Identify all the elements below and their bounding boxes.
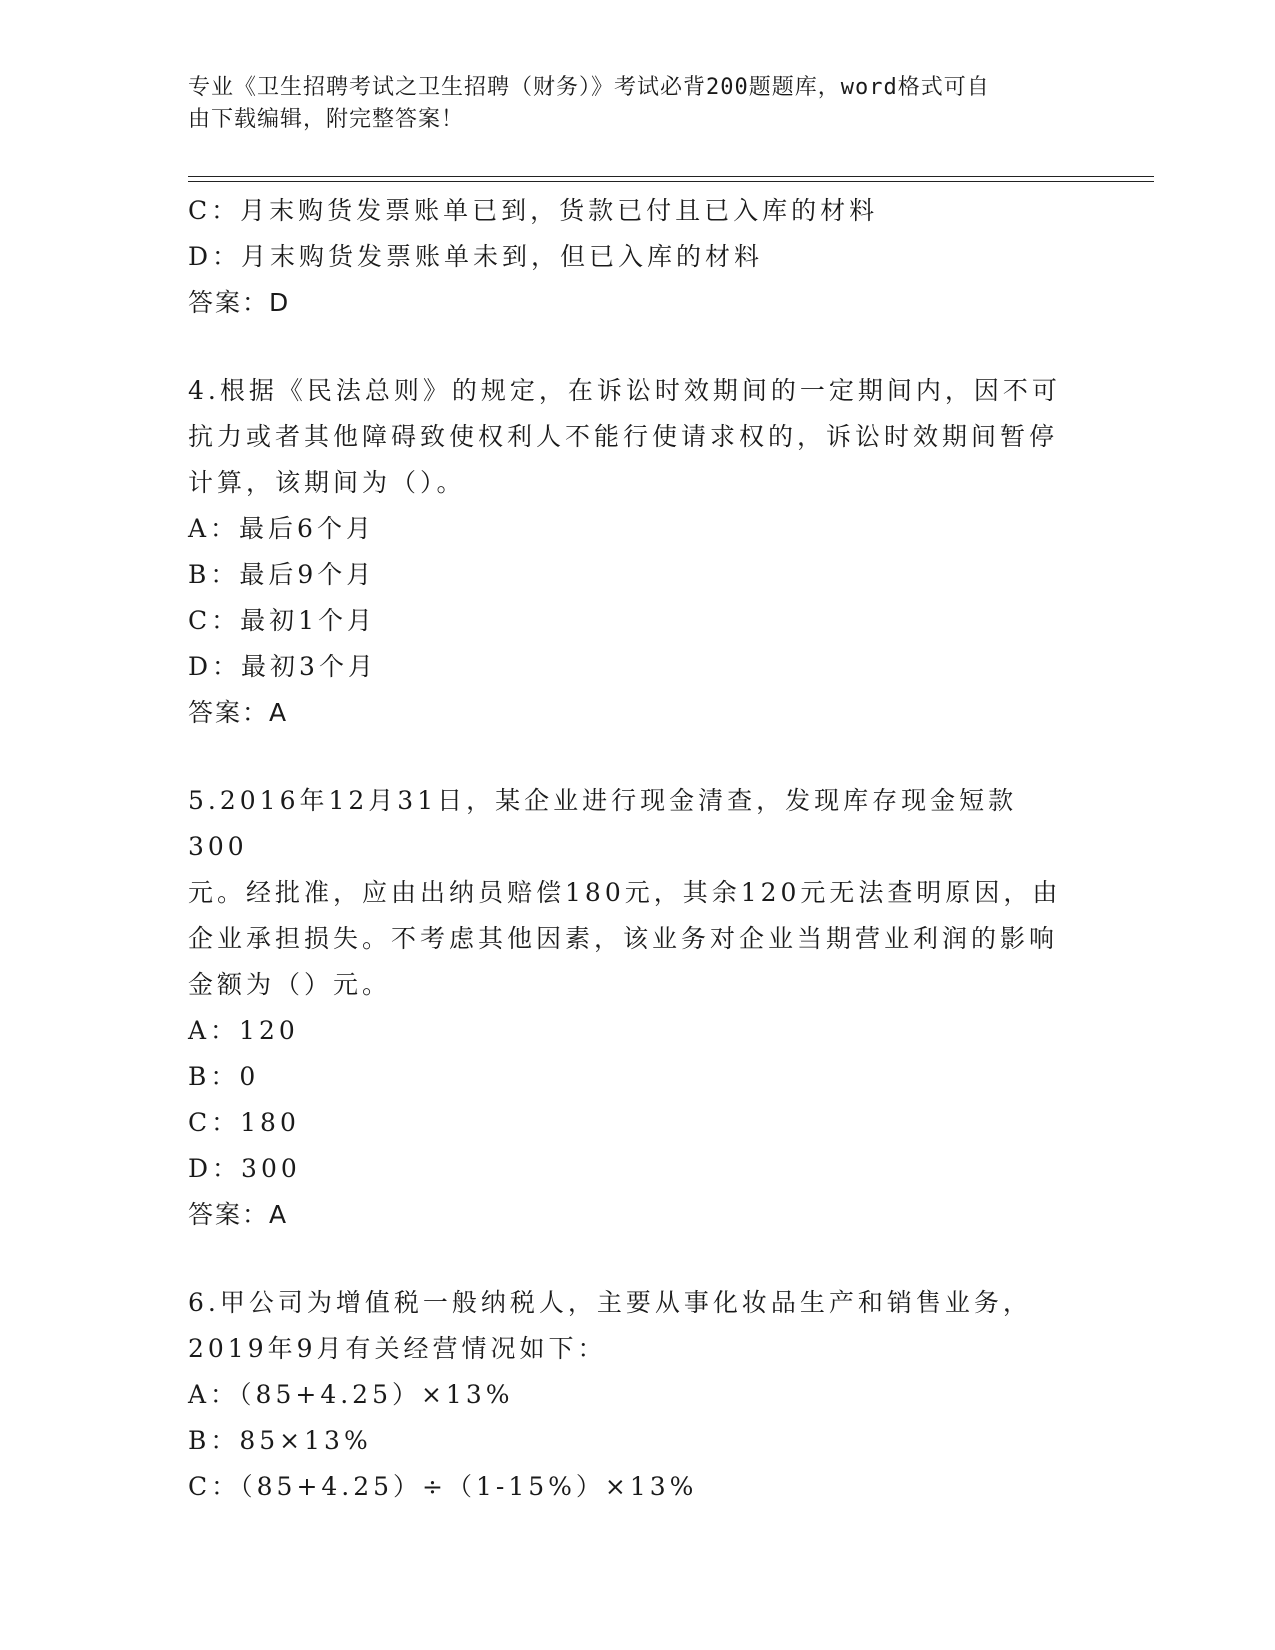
question-text-line: 金额为（）元。 [188, 970, 392, 999]
option-a: A：120 [188, 1016, 299, 1045]
question-text-line: 企业承担损失。不考虑其他因素，该业务对企业当期营业利润的影响 [188, 924, 1059, 953]
question-6 [188, 1280, 1068, 1510]
option-d: D：300 [188, 1154, 301, 1183]
option-c: C：最初1个月 [188, 606, 377, 635]
question-4 [188, 368, 1068, 736]
header-divider-bottom [188, 181, 1154, 182]
option-c: C：月末购货发票账单已到，货款已付且已入库的材料 [188, 196, 879, 225]
spacer [188, 1238, 1068, 1280]
answer-line: 答案：A [188, 1200, 289, 1229]
question-text-line: 6.甲公司为增值税一般纳税人，主要从事化妆品生产和销售业务， [188, 1288, 1032, 1317]
option-c: C：（85+4.25）÷（1-15%）×13% [188, 1472, 698, 1501]
question-text-line: 4.根据《民法总则》的规定，在诉讼时效期间的一定期间内，因不可 [188, 376, 1061, 405]
option-a: A：最后6个月 [188, 514, 375, 543]
answer-line: 答案：A [188, 698, 289, 727]
spacer [188, 326, 1068, 368]
header-divider-top [188, 176, 1154, 177]
option-d: D：月末购货发票账单未到，但已入库的材料 [188, 242, 764, 271]
option-b: B：85×13% [188, 1426, 372, 1455]
question-text-line: 计算，该期间为（）。 [188, 468, 466, 497]
question-text-line: 5.2016年12月31日，某企业进行现金清查，发现库存现金短款300 [188, 786, 1018, 861]
option-b: B：0 [188, 1062, 260, 1091]
question-text-line: 抗力或者其他障碍致使权利人不能行使请求权的，诉讼时效期间暂停 [188, 422, 1059, 451]
question-5 [188, 778, 1068, 1238]
header-line-2: 由下载编辑，附完整答案！ [188, 107, 465, 132]
question-text-line: 2019年9月有关经营情况如下： [188, 1334, 607, 1363]
document-header [188, 72, 1068, 136]
question-text-line: 元。经批准，应由出纳员赔偿180元，其余120元无法查明原因，由 [188, 878, 1062, 907]
option-a: A：（85+4.25）×13% [188, 1380, 514, 1409]
question-list [188, 188, 1068, 1510]
header-line-1: 专业《卫生招聘考试之卫生招聘（财务）》考试必背200题题库，word格式可自 [188, 75, 990, 100]
answer-line: 答案：D [188, 288, 291, 317]
option-d: D：最初3个月 [188, 652, 377, 681]
spacer [188, 736, 1068, 778]
question-3-tail [188, 188, 1068, 326]
option-c: C：180 [188, 1108, 300, 1137]
option-b: B：最后9个月 [188, 560, 376, 589]
